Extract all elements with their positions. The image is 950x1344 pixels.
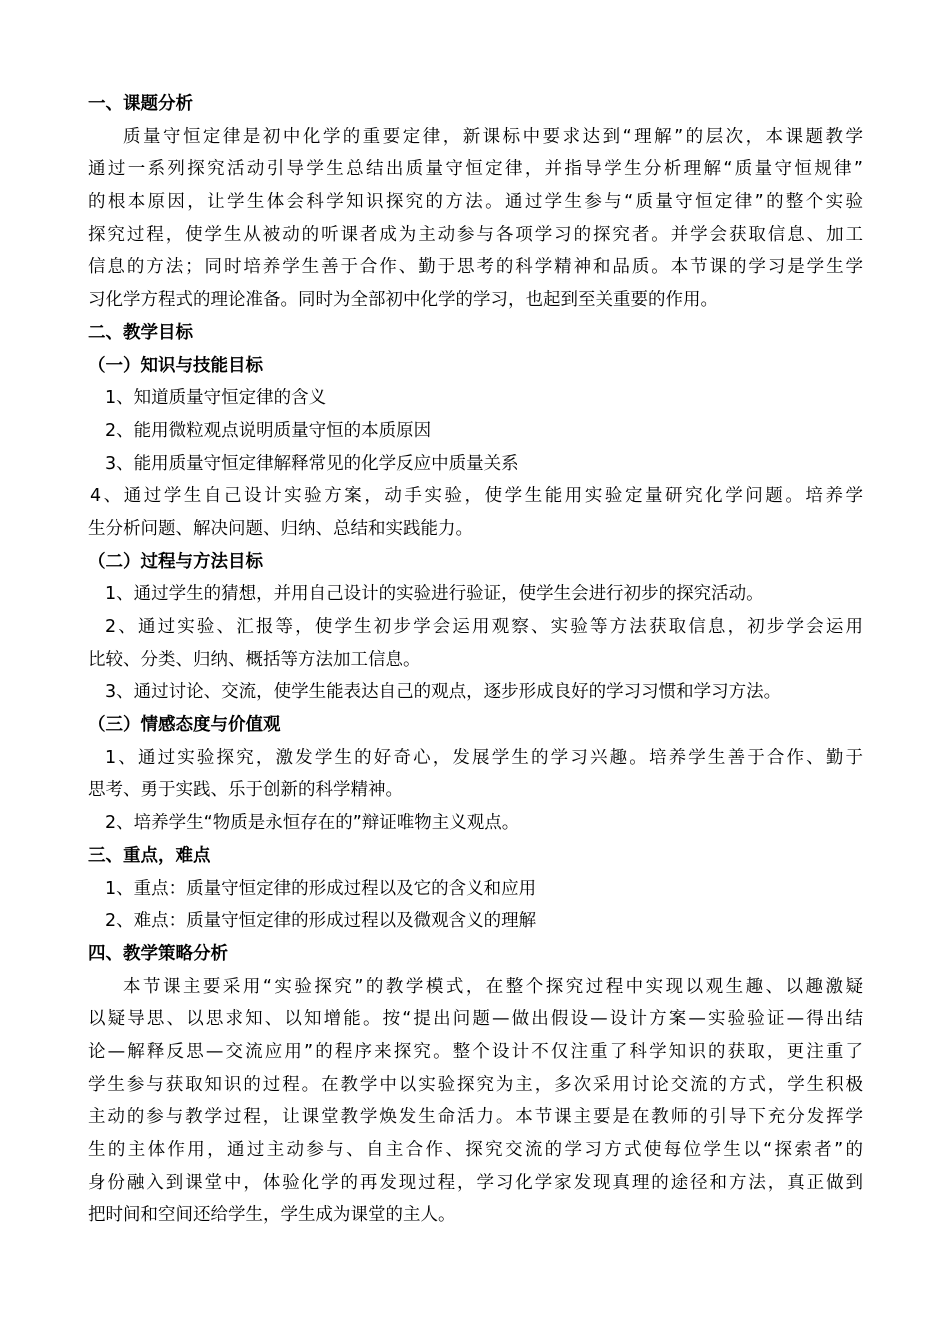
paragraph-line: 习化学方程式的理论准备。同时为全部初中化学的学习，也起到至关重要的作用。	[88, 290, 718, 311]
section-heading-key-points: 三、重点，难点	[88, 845, 211, 866]
list-item	[88, 742, 863, 775]
paragraph-line: 把时间和空间还给学生，学生成为课堂的主人。	[88, 1205, 456, 1226]
paragraph-line	[88, 153, 863, 186]
paragraph-line	[88, 219, 863, 252]
document-body	[88, 88, 863, 1232]
list-item: 3、通过讨论、交流，使学生能表达自己的观点，逐步形成良好的学习习惯和学习方法。	[105, 682, 782, 703]
list-item-text: 1、通过实验探究，激发学生的好奇心，发展学生的学习兴趣。培养学生善于合作、勤于	[105, 747, 863, 768]
list-item: 3、能用质量守恒定律解释常见的化学反应中质量关系	[105, 453, 519, 474]
paragraph-text: 本节课主要采用“实验探究”的教学模式，在整个探究过程中实现以观生趣、以趣激疑	[123, 976, 863, 997]
list-item: 2、能用微粒观点说明质量守恒的本质原因	[105, 420, 432, 441]
paragraph-text: 质量守恒定律是初中化学的重要定律，新课标中要求达到“理解”的层次，本课题教学	[123, 126, 863, 147]
section-heading-objectives: 二、教学目标	[88, 322, 193, 343]
list-item-continuation: 生分析问题、解决问题、归纳、总结和实践能力。	[88, 518, 473, 539]
paragraph-line	[88, 971, 863, 1004]
section-heading-strategy: 四、教学策略分析	[88, 943, 228, 964]
paragraph-line	[88, 121, 863, 154]
paragraph-line	[88, 186, 863, 219]
subsection-heading-knowledge: （一）知识与技能目标	[88, 355, 263, 376]
paragraph-text: 生的主体作用，通过主动参与、自主合作、探究交流的学习方式使每位学生以“探索者”的	[88, 1140, 863, 1160]
list-item: 1、重点：质量守恒定律的形成过程以及它的含义和应用	[105, 878, 537, 899]
paragraph-line	[88, 1167, 863, 1200]
subsection-heading-process: （二）过程与方法目标	[88, 551, 263, 572]
paragraph-text: 以疑导思、以思求知、以知增能。按“提出问题—做出假设—设计方案—实验验证—得出结	[88, 1009, 863, 1030]
list-item	[88, 611, 863, 644]
list-item: 1、知道质量守恒定律的含义	[105, 388, 327, 409]
list-item-text: 2、通过实验、汇报等，使学生初步学会运用观察、实验等方法获取信息，初步学会运用	[105, 617, 863, 637]
paragraph-line	[88, 1036, 863, 1069]
section-heading-analysis: 一、课题分析	[88, 94, 193, 114]
paragraph-text: 信息的方法；同时培养学生善于合作、勤于思考的科学精神和品质。本节课的学习是学生学	[88, 257, 863, 278]
paragraph-line	[88, 251, 863, 284]
list-item: 2、培养学生“物质是永恒存在的”辩证唯物主义观点。	[105, 813, 520, 834]
paragraph-text: 主动的参与教学过程，让课堂教学焕发生命活力。本节课主要是在教师的引导下充分发挥学	[88, 1107, 863, 1128]
paragraph-text: 论—解释反思—交流应用”的程序来探究。整个设计不仅注重了科学知识的获取，更注重了	[88, 1041, 863, 1062]
paragraph-text: 学生参与获取知识的过程。在教学中以实验探究为主，多次采用讨论交流的方式，学生积极	[88, 1074, 863, 1095]
paragraph-text: 探究过程，使学生从被动的听课者成为主动参与各项学习的探究者。并学会获取信息、加工	[88, 224, 863, 245]
list-item: 2、难点：质量守恒定律的形成过程以及微观含义的理解	[105, 911, 537, 932]
paragraph-text: 通过一系列探究活动引导学生总结出质量守恒定律，并指导学生分析理解“质量守恒规律”	[88, 159, 863, 180]
paragraph-line	[88, 1134, 863, 1167]
list-item-continuation: 比较、分类、归纳、概括等方法加工信息。	[88, 649, 421, 670]
paragraph-line	[88, 1003, 863, 1036]
list-item: 1、通过学生的猜想，并用自己设计的实验进行验证，使学生会进行初步的探究活动。	[105, 584, 764, 605]
list-item-text: 4、通过学生自己设计实验方案，动手实验，使学生能用实验定量研究化学问题。培养学	[90, 486, 863, 507]
subsection-heading-attitude: （三）情感态度与价值观	[88, 715, 281, 736]
list-item-continuation: 思考、勇于实践、乐于创新的科学精神。	[88, 780, 403, 801]
paragraph-line	[88, 1101, 863, 1134]
paragraph-text: 的根本原因，让学生体会科学知识探究的方法。通过学生参与“质量守恒定律”的整个实验	[88, 192, 863, 213]
paragraph-text: 身份融入到课堂中，体验化学的再发现过程，学习化学家发现真理的途径和方法，真正做到	[88, 1172, 863, 1193]
list-item	[88, 480, 863, 513]
paragraph-line	[88, 1069, 863, 1102]
